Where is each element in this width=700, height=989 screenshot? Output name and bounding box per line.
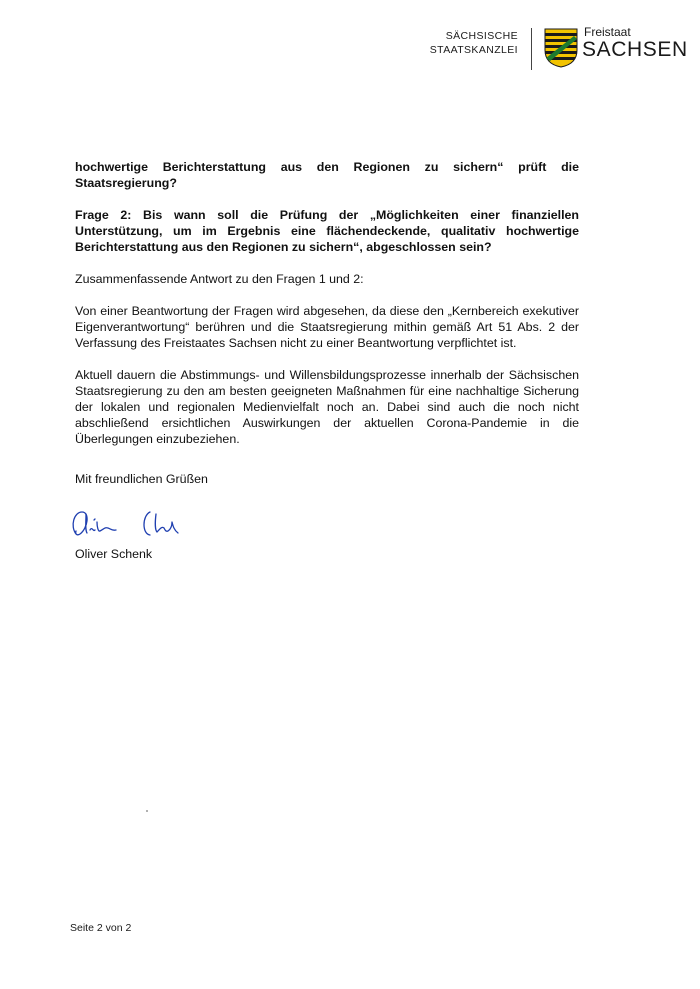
answer-paragraph-2: Aktuell dauern die Abstimmungs- und Willensbildungsprozesse innerhalb der Sächsischen Staatsregierung zu den am besten geeigneten Maßnahmen für eine nachhaltige Sicherung der lokalen und regionalen Medienvielfalt noch an. Dabei sind auch die noch nicht abschließend ersichtlichen Auswirkungen der aktuellen Corona-Pandemie in die Überlegungen einzubeziehen. [75,368,579,446]
signer-name: Oliver Schenk [75,547,153,561]
closing-greeting: Mit freundlichen Grüßen [75,472,208,486]
brand-small: Freistaat [584,25,631,39]
brand-big: SACHSEN [582,38,688,61]
answer-paragraph-1: Von einer Beantwortung der Fragen wird abgesehen, da diese den „Kernbereich exekutiver Eigenverantwortung“ berühren und die Staatsregierung mithin gemäß Art 51 Abs. 2 der Verfassung des Freistaates Sachsen nicht zu einer Beantwortung verpflichtet ist. [75,304,579,350]
institution-line-2: STAATSKANZLEI [429,44,518,56]
page-number: Seite 2 von 2 [70,922,132,934]
brand-wordmark [582,25,688,61]
letter-body [75,159,579,447]
signature-image [68,504,208,544]
header-divider [531,28,532,70]
question-2: Frage 2: Bis wann soll die Prüfung der „Möglichkeiten einer finanziellen Unterstützung, um im Ergebnis eine flächendeckende, qualitativ hochwertige Berichterstattung aus den Regionen zu sichern“, abgeschlossen sein? [75,208,579,254]
answer-heading: Zusammenfassende Antwort zu den Fragen 1 und 2: [75,272,364,286]
institution-name [420,29,518,57]
scan-speck [146,810,148,812]
coat-of-arms-icon [544,28,578,68]
institution-line-1: SÄCHSISCHE [445,30,518,42]
continuation-text: hochwertige Berichterstattung aus den Regionen zu sichern“ prüft die Staatsregierung? [75,160,579,190]
